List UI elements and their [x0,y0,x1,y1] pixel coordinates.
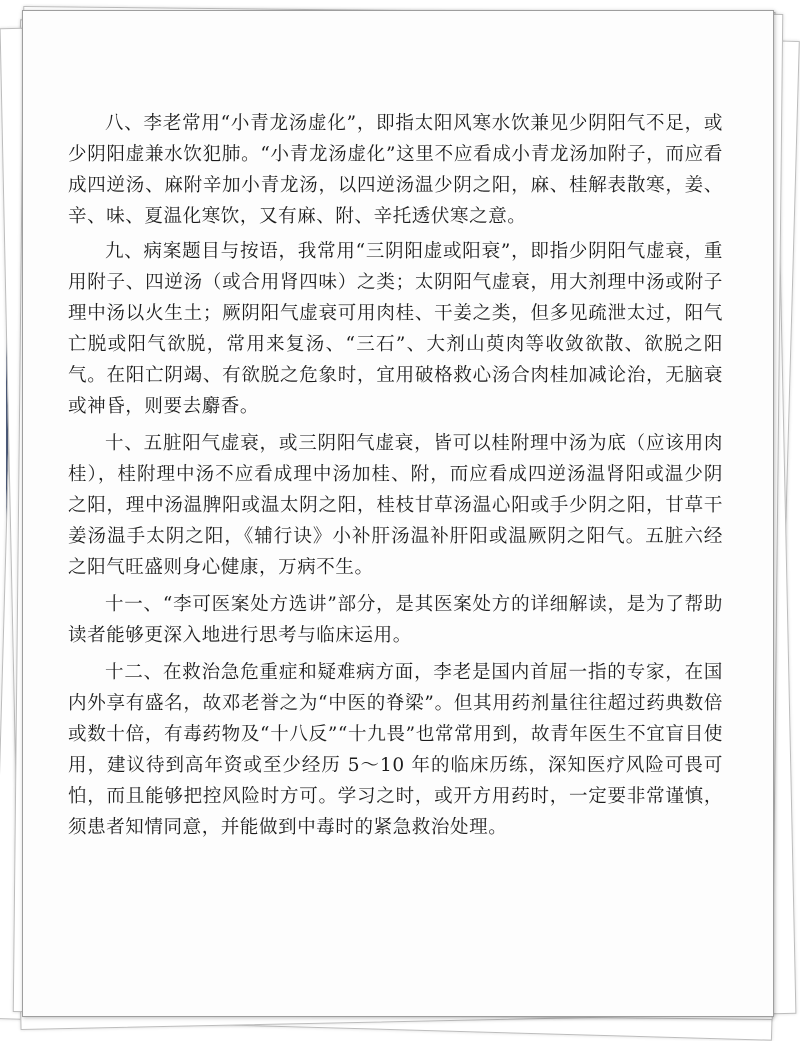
paragraph-9: 九、病案题目与按语，我常用“三阴阳虚或阳衰”，即指少阴阳气虚衰，重用附子、四逆汤（或合用肾四味）之类；太阴阳气虚衰，用大剂理中汤或附子理中汤以火生土；厥阴阳气虚衰可用肉桂、干姜之类，但多见疏泄太过，阳气亡脱或阳气欲脱，常用来复汤、“三石”、大剂山萸肉等收敛欲散、欲脱之阳气。在阳亡阴竭、有欲脱之危象时，宜用破格救心汤合肉桂加减论治，无脑衰或神昏，则要去麝香。 [68,241,723,417]
document-body [68,108,723,847]
paragraph-10: 十、五脏阳气虚衰，或三阴阳气虚衰，皆可以桂附理中汤为底（应该用肉桂），桂附理中汤不应看成理中汤加桂、附，而应看成四逆汤温肾阳或温少阴之阳，理中汤温脾阳或温太阴之阳，桂枝甘草汤温心阳或手少阴之阳，甘草干姜汤温手太阴之阳，《辅行诀》小补肝汤温补肝阳或温厥阴之阳气。五脏六经之阳气旺盛则身心健康，万病不生。 [68,433,723,578]
paragraph-12: 十二、在救治急危重症和疑难病方面，李老是国内首屈一指的专家，在国内外享有盛名，故邓老誉之为“中医的脊梁”。但其用药剂量往往超过药典数倍或数十倍，有毒药物及“十八反”“十九畏”也常常用到，故青年医生不宜盲目使用，建议待到高年资或至少经历 5～10 年的临床历练，深知医疗风险可畏可怕，而且能够把控风险时方可。学习之时，或开方用药时，一定要非常谨慎，须患者知情同意，并能做到中毒时的紧急救治处理。 [68,662,723,838]
paragraph-11: 十一、“李可医案处方选讲”部分，是其医案处方的详细解读，是为了帮助读者能够更深入地进行思考与临床运用。 [68,594,723,646]
paragraph-8: 八、李老常用“小青龙汤虚化”，即指太阳风寒水饮兼见少阴阳气不足，或少阴阳虚兼水饮犯肺。“小青龙汤虚化”这里不应看成小青龙汤加附子，而应看成四逆汤、麻附辛加小青龙汤，以四逆汤温少阴之阳，麻、桂解表散寒，姜、辛、味、夏温化寒饮，又有麻、附、辛托透伏寒之意。 [68,113,723,227]
